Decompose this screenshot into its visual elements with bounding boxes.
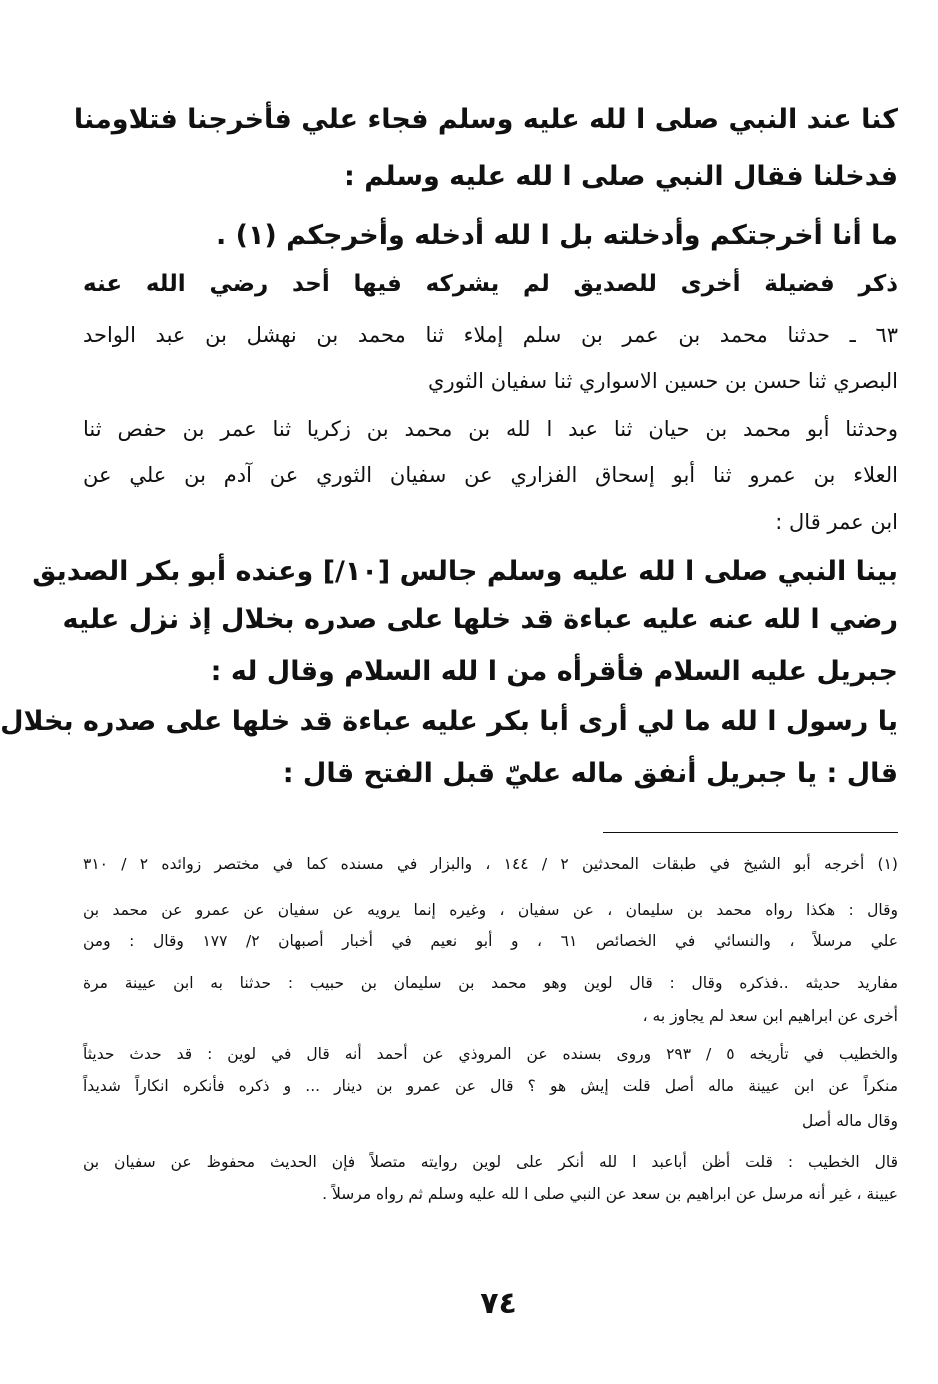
body-line-14: قال : يا جبريل أنفق ماله عليّ قبل الفتح قال :	[282, 758, 898, 789]
body-line-8: العلاء بن عمرو ثنا أبو إسحاق الفزاري عن سفيان الثوري عن آدم بن علي عن	[83, 463, 898, 487]
footnote-line-5: أخرى عن ابراهيم ابن سعد لم يجاوز به ،	[642, 1007, 898, 1025]
body-line-1: كنا عند النبي صلى ا لله عليه وسلم فجاء علي فأخرجنا فتلاومنا	[73, 104, 898, 135]
page-number: ٧٤	[480, 1286, 517, 1321]
body-line-9: ابن عمر قال :	[775, 510, 898, 534]
body-line-6: البصري ثنا حسن بن حسين الاسواري ثنا سفيان الثوري	[428, 369, 898, 393]
footnote-line-4: مفاريد حديثه ..فذكره وقال : قال لوين وهو محمد بن سليمان بن حبيب : حدثنا به ابن عيينة مرة	[83, 974, 898, 992]
footnote-line-3: علي مرسلاً ، والنسائي في الخصائص ٦١ ، و أبو نعيم في أخبار أصبهان ٢/ ١٧٧ وقال : ومن	[83, 932, 899, 950]
footnote-line-8: وقال ماله أصل	[802, 1112, 898, 1130]
footnote-line-1: (١) أخرجه أبو الشيخ في طبقات المحدثين ٢ / ١٤٤ ، والبزار في مسنده كما في مختصر زوائده ٢ / ٣١٠	[83, 855, 898, 873]
footnote-line-9: قال الخطيب : قلت أظن أباعبد ا لله أنكر على لوين روايته متصلاً فإن الحديث محفوظ عن سفيان بن	[83, 1153, 898, 1171]
body-line-2: فدخلنا فقال النبي صلى ا لله عليه وسلم :	[344, 161, 898, 192]
footnote-separator	[603, 832, 898, 833]
body-line-11: رضي ا لله عنه عليه عباءة قد خلها على صدره بخلال إذ نزل عليه	[62, 604, 898, 635]
body-line-13: يا رسول ا لله ما لي أرى أبا بكر عليه عباءة قد خلها على صدره بخلال	[0, 706, 898, 737]
body-line-5: ٦٣ ـ حدثنا محمد بن عمر بن سلم إملاء ثنا محمد بن نهشل بن عبد الواحد	[83, 323, 898, 347]
footnote-line-6: والخطيب في تأريخه ٥ / ٢٩٣ وروى بسنده عن المروذي عن أحمد أنه قال في لوين : قد حدث حديثاً	[83, 1045, 898, 1063]
footnote-line-10: عيينة ، غير أنه مرسل عن ابراهيم بن سعد عن النبي صلى ا لله عليه وسلم ثم رواه مرسلاً .	[322, 1185, 898, 1203]
footnote-line-2: وقال : هكذا رواه محمد بن سليمان ، عن سفيان ، وغيره إنما يرويه عن سفيان عن عمرو عن محمد بن	[83, 901, 898, 919]
body-line-10: بينا النبي صلى ا لله عليه وسلم جالس [١٠/] وعنده أبو بكر الصديق	[32, 556, 898, 587]
section-heading: ذكر فضيلة أخرى للصديق لم يشركه فيها أحد رضي الله عنه	[83, 271, 898, 297]
body-line-3: ما أنا أخرجتكم وأدخلته بل ا لله أدخله وأخرجكم (١) .	[215, 220, 898, 251]
body-line-12: جبريل عليه السلام فأقرأه من ا لله السلام وقال له :	[210, 656, 898, 687]
footnote-line-7: منكراً عن ابن عيينة ماله أصل قلت إيش هو ؟ قال عن عمرو بن دينار ... و ذكره فأنكره انكاراً شديداً	[83, 1077, 898, 1095]
body-line-7: وحدثنا أبو محمد بن حيان ثنا عبد ا لله بن محمد بن زكريا ثنا عمر بن حفص ثنا	[83, 417, 898, 441]
